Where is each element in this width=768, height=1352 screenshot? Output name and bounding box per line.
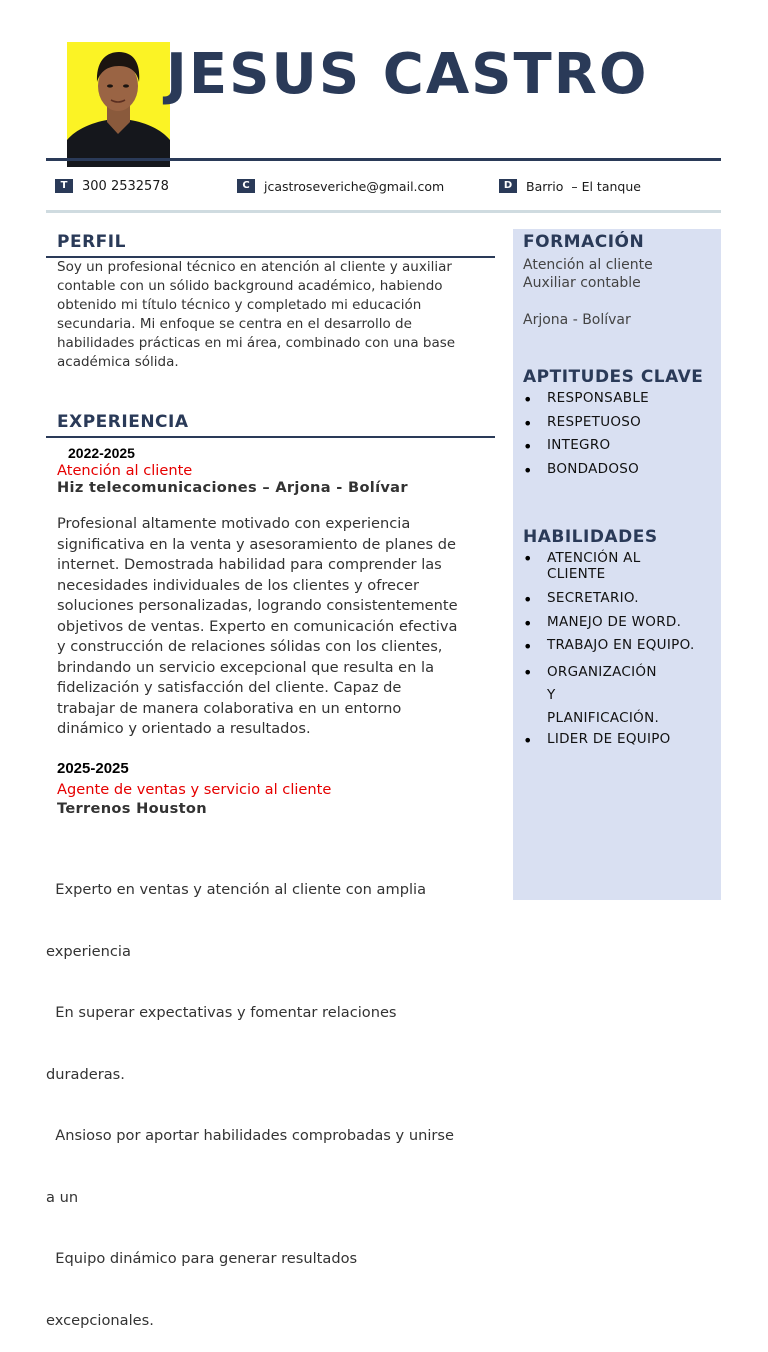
contact-divider <box>46 210 721 213</box>
skill-item <box>523 661 695 731</box>
experience-heading-rule <box>46 436 495 438</box>
contact-email <box>237 178 444 194</box>
email-badge-icon: C <box>237 179 255 193</box>
job-description-line: brindando un servicio excepcional que resulta en la <box>57 658 435 676</box>
key-skills-list <box>523 390 649 484</box>
skill-item-line: • LIDER DE EQUIPO <box>547 730 671 747</box>
job-role: Atención al cliente <box>57 462 193 479</box>
education-item: Atención al cliente <box>523 257 653 273</box>
education-item: Auxiliar contable <box>523 275 641 291</box>
key-skill-item: • RESPONSABLE <box>523 390 649 414</box>
contact-address <box>499 178 641 194</box>
address-badge-icon: D <box>499 179 517 193</box>
key-skill-item: • RESPETUOSO <box>523 414 649 438</box>
key-skill-item: • INTEGRO <box>523 437 649 461</box>
experience-heading: EXPERIENCIA <box>57 412 189 432</box>
job-description-line: experiencia <box>46 942 131 960</box>
profile-line: contable con un sólido background académico, habiendo <box>57 278 443 294</box>
key-skill-item: • BONDADOSO <box>523 461 649 485</box>
phone-text: 300 2532578 <box>82 178 169 194</box>
skill-item-line: CLIENTE <box>547 565 606 582</box>
job-description-line: duraderas. <box>46 1065 125 1083</box>
job-description-line: excepcionales. <box>46 1311 154 1329</box>
job-years: 2025-2025 <box>57 760 129 777</box>
job-description <box>46 839 496 1352</box>
skill-item-line: • ORGANIZACIÓN <box>547 663 657 680</box>
profile-text <box>57 258 497 372</box>
job-company: Hiz telecomunicaciones – Arjona - Bolívar <box>57 479 408 496</box>
phone-badge-icon: T <box>55 179 73 193</box>
job-company: Terrenos Houston <box>57 800 207 817</box>
contact-phone <box>55 178 169 194</box>
job-description-line: a un <box>46 1188 79 1206</box>
profile-line: secundaria. Mi enfoque se centra en el desarrollo de <box>57 316 412 332</box>
job-description-line: Ansioso por aportar habilidades comprobadas y unirse <box>46 1127 454 1144</box>
profile-photo <box>67 42 170 167</box>
job-description-line: Profesional altamente motivado con experiencia <box>57 515 411 532</box>
person-portrait-icon <box>67 42 170 167</box>
skill-item-line: • MANEJO DE WORD. <box>547 613 682 630</box>
job-description-line: Experto en ventas y atención al cliente con amplia <box>46 881 427 898</box>
skill-item <box>523 614 695 638</box>
job-description-line: significativa en la venta y asesoramiento de planes de <box>57 535 456 553</box>
job-years: 2022-2025 <box>68 445 135 461</box>
job-description-line: fidelización y satisfacción del cliente. Capaz de <box>57 679 402 696</box>
education-heading: FORMACIÓN <box>523 232 645 252</box>
skill-item <box>523 637 695 661</box>
job-description <box>57 514 502 740</box>
skill-item-line: • TRABAJO EN EQUIPO. <box>547 637 695 653</box>
job-description-line: dinámico y orientado a resultados. <box>57 720 311 737</box>
profile-line: habilidades prácticas en mi área, combinado con una base <box>57 335 456 351</box>
skill-item-line: PLANIFICACIÓN. <box>547 709 660 726</box>
profile-line: Soy un profesional técnico en atención al cliente y auxiliar <box>57 259 452 275</box>
header-divider <box>46 158 721 161</box>
skill-item-line: • SECRETARIO. <box>547 590 639 606</box>
skill-item <box>523 731 695 755</box>
skills-list <box>523 551 695 754</box>
job-description-line: soluciones personalizadas, logrando consistentemente <box>57 597 458 614</box>
job-description-line: En superar expectativas y fomentar relaciones <box>46 1004 397 1021</box>
job-description-line: necesidades individuales de los clientes y ofrecer <box>57 576 420 594</box>
address-text: Barrio – El tanque <box>526 178 641 194</box>
skill-item <box>523 551 695 590</box>
candidate-name: JESUS CASTRO <box>166 42 649 107</box>
profile-line: académica sólida. <box>57 354 179 370</box>
profile-line: obtenido mi título técnico y completado mi educación <box>57 297 422 313</box>
email-text: jcastroseveriche@gmail.com <box>264 178 445 194</box>
skills-heading: HABILIDADES <box>523 527 658 547</box>
key-skills-heading: APTITUDES CLAVE <box>523 367 704 387</box>
skill-item-line: Y <box>547 686 556 703</box>
skill-item <box>523 590 695 614</box>
job-role: Agente de ventas y servicio al cliente <box>57 781 332 798</box>
profile-heading: PERFIL <box>57 232 126 252</box>
job-description-line: objetivos de ventas. Experto en comunicación efectiva <box>57 617 458 635</box>
job-description-line: y construcción de relaciones sólidas con los clientes, <box>57 638 443 655</box>
skill-item-line: • ATENCIÓN AL <box>547 550 641 566</box>
job-description-line: trabajar de manera colaborativa en un entorno <box>57 699 402 717</box>
job-description-line: Equipo dinámico para generar resultados <box>46 1250 358 1267</box>
job-description-line: internet. Demostrada habilidad para comprender las <box>57 556 442 573</box>
education-location: Arjona - Bolívar <box>523 312 631 328</box>
